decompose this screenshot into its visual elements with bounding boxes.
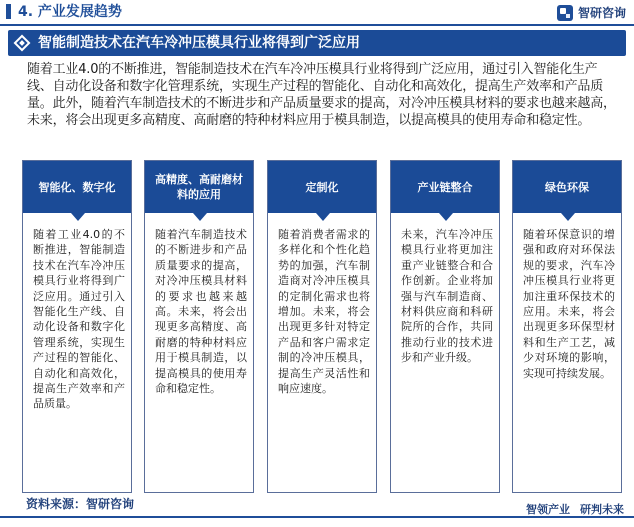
trend-card-materials — [144, 160, 254, 493]
trend-cards — [22, 160, 622, 493]
brand-name: 智研咨询 — [577, 6, 626, 20]
section-header — [0, 0, 634, 24]
zhiyan-logo-icon — [557, 5, 573, 21]
brand-logo — [557, 4, 626, 21]
card-title: 智能化、数字化 — [23, 161, 131, 213]
diamond-bullet-icon — [14, 35, 31, 52]
card-pointer-icon — [316, 213, 330, 221]
topic-banner — [8, 30, 626, 56]
card-body: 随着环保意识的增强和政府对环保法规的要求，汽车冷冲压模具行业将更加注重环保技术的应用。未来，将会出现更多环保型材料和生产工艺，减少对环境的影响，实现可持续发展。 — [523, 228, 615, 380]
data-source: 资料来源：智研咨询 — [26, 497, 135, 511]
card-title: 定制化 — [268, 161, 376, 213]
trend-card-intelligent — [22, 160, 132, 493]
footer-divider — [0, 516, 634, 518]
card-title: 高精度、高耐磨材料的应用 — [145, 161, 253, 213]
slogan-right: 研判未来 — [580, 503, 624, 516]
card-title: 产业链整合 — [391, 161, 499, 213]
slogan-left: 智领产业 — [526, 503, 570, 516]
card-body: 随着工业4.0的不断推进，智能制造技术在汽车冷冲压模具行业将得到广泛应用。通过引入智能化生产线、自动化设备和数字化管理系统，实现生产过程的智能化、自动化和高效化，提高生产效率和产品质量。 — [33, 228, 125, 411]
trend-card-customization — [267, 160, 377, 493]
card-body: 未来，汽车冷冲压模具行业将更加注重产业链整合和合作创新。企业将加强与汽车制造商、材料供应商和科研院所的合作，共同推动行业的技术进步和产业升级。 — [401, 228, 493, 365]
header-divider — [0, 24, 634, 26]
card-pointer-icon — [193, 213, 207, 221]
card-pointer-icon — [439, 213, 453, 221]
section-accent-bar — [6, 4, 11, 19]
card-body: 随着汽车制造技术的不断进步和产品质量要求的提高，对冷冲压模具材料的要求也越来越高。未来，将会出现更多高精度、高耐磨的特种材料应用于模具制造，以提高模具的使用寿命和稳定性。 — [155, 228, 247, 396]
card-pointer-icon — [71, 213, 85, 221]
banner-title: 智能制造技术在汽车冷冲压模具行业将得到广泛应用 — [38, 35, 360, 51]
card-body: 随着消费者需求的多样化和个性化趋势的加强，汽车制造商对冷冲压模具的定制化需求也将增加。未来，将会出现更多针对特定产品和客户需求定制的冷冲压模具，提高生产灵活性和响应速度。 — [278, 228, 370, 396]
trend-card-green — [512, 160, 622, 493]
card-title: 绿色环保 — [513, 161, 621, 213]
card-pointer-icon — [561, 213, 575, 221]
intro-paragraph: 随着工业4.0的不断推进，智能制造技术在汽车冷冲压模具行业将得到广泛应用，通过引入智能化生产线、自动化设备和数字化管理系统，实现生产过程的智能化、自动化和高效化，提高生产效率和产品质量。此外，随着汽车制造技术的不断进步和产品质量要求的提高，对冷冲压模具材料的要求也越来越高，未来，将会出现更多高精度、高耐磨的特种材料应用于模具制造，以提高模具的使用寿命和稳定性。 — [27, 62, 616, 128]
section-title: 4. 产业发展趋势 — [18, 4, 122, 20]
trend-card-integration — [390, 160, 500, 493]
brand-slogan — [526, 503, 624, 517]
